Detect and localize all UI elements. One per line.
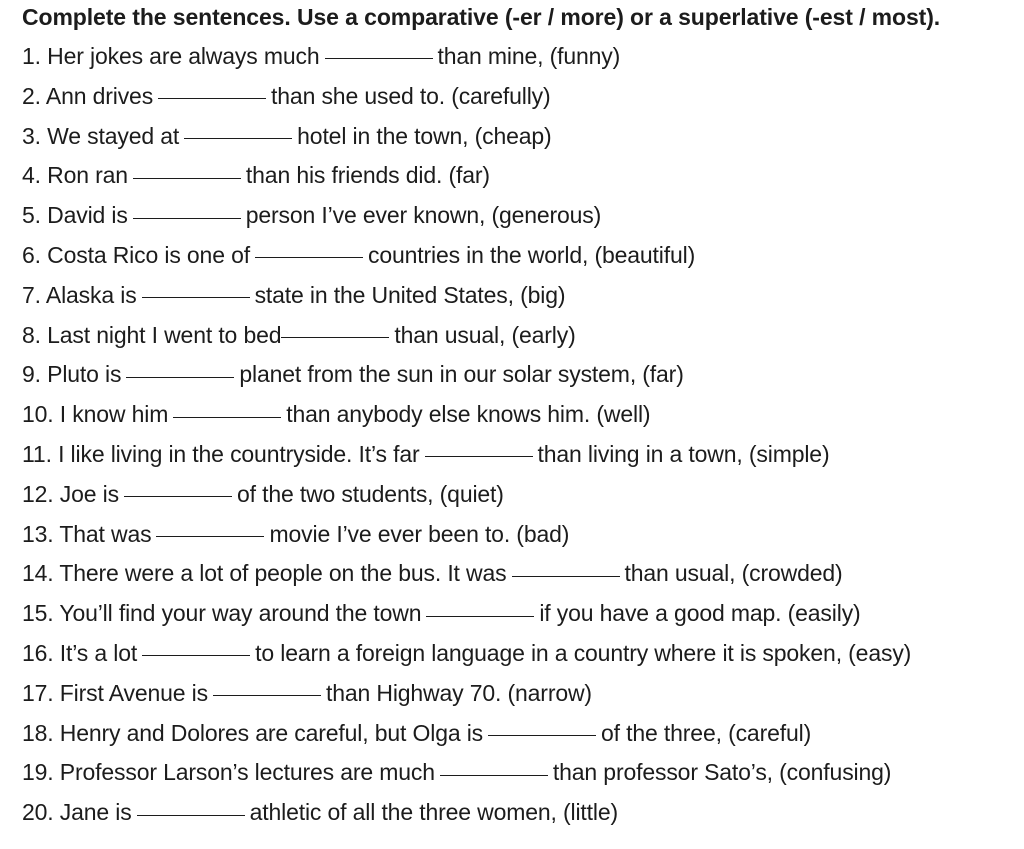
item-text-before: Jane is [59,799,132,826]
exercise-item-8 [22,315,1022,355]
answer-blank[interactable] [213,694,321,696]
item-text-before: It’s a lot [59,639,138,666]
answer-blank[interactable] [158,97,266,99]
item-text-after: state in the United States, (big) [254,281,566,308]
exercise-item-14 [22,553,1022,593]
answer-blank[interactable] [184,137,292,139]
item-number: 10. [22,401,54,428]
worksheet [22,0,1022,832]
item-text-before: Professor Larson’s lectures are much [59,759,435,786]
answer-blank[interactable] [440,774,548,776]
answer-blank[interactable] [426,615,534,617]
item-text-after: movie I’ve ever been to. (bad) [269,520,570,547]
exercise-item-11 [22,434,1022,474]
item-text-before: You’ll find your way around the town [59,600,422,627]
item-number: 8. [22,321,41,348]
item-number: 2. [22,82,41,109]
item-text-before: There were a lot of people on the bus. It was [59,560,507,587]
item-text-before: Costa Rico is one of [47,241,250,268]
item-number: 3. [22,122,41,149]
item-text-before: I know him [59,401,169,428]
item-text-before: Her jokes are always much [47,43,320,69]
item-number: 14. [22,560,54,587]
exercise-item-20 [22,792,1022,832]
item-text-after: than she used to. (carefully) [271,82,551,109]
item-text-after: planet from the sun in our solar system, (far) [239,361,684,388]
answer-blank[interactable] [156,535,264,537]
item-text-after: than his friends did. (far) [245,162,490,189]
item-text-before: Ron ran [47,162,128,189]
item-text-before: Joe is [59,480,119,507]
item-text-before: Henry and Dolores are careful, but Olga is [59,719,484,746]
item-number: 7. [22,281,41,308]
exercise-item-18 [22,713,1022,753]
item-text-after: if you have a good map. (easily) [539,600,861,627]
item-number: 18. [22,719,54,746]
answer-blank[interactable] [133,177,241,179]
item-number: 15. [22,600,54,627]
item-text-after: of the two students, (quiet) [236,480,504,507]
answer-blank[interactable] [512,575,620,577]
item-text-after: countries in the world, (beautiful) [367,241,696,268]
exercise-item-6 [22,235,1022,275]
exercise-item-16 [22,633,1022,673]
item-text-before: Ann drives [45,82,154,109]
answer-blank[interactable] [137,814,245,816]
exercise-item-10 [22,394,1022,434]
item-number: 11. [22,440,52,467]
exercise-item-5 [22,195,1022,235]
answer-blank[interactable] [142,654,250,656]
answer-blank[interactable] [173,416,281,418]
exercise-item-13 [22,514,1022,554]
item-text-before: First Avenue is [59,679,208,706]
answer-blank[interactable] [425,455,533,457]
item-text-after: than Highway 70. (narrow) [325,679,592,706]
item-text-after: person I’ve ever known, (generous) [245,202,602,229]
item-number: 17. [22,679,54,706]
item-text-after: than mine, (funny) [437,43,621,69]
item-text-after: to learn a foreign language in a country where it is spoken, (easy) [255,639,912,666]
exercise-item-12 [22,474,1022,514]
item-text-after: than professor Sato’s, (confusing) [552,759,892,786]
item-number: 20. [22,799,54,826]
item-number: 19. [22,759,54,786]
item-text-before: We stayed at [47,122,180,149]
item-number: 9. [22,361,41,388]
item-number: 4. [22,162,41,189]
exercise-item-7 [22,275,1022,315]
exercise-item-19 [22,752,1022,792]
exercise-item-17 [22,673,1022,713]
item-number: 5. [22,202,41,229]
item-number: 13. [22,520,54,547]
answer-blank[interactable] [142,296,250,298]
exercise-item-1 [22,36,1022,76]
exercise-item-2 [22,76,1022,116]
answer-blank[interactable] [133,217,241,219]
item-number: 12. [22,480,54,507]
item-text-before: Last night I went to bed [47,321,282,348]
item-text-after: than anybody else knows him. (well) [286,401,651,428]
exercise-item-4 [22,155,1022,195]
exercise-item-9 [22,354,1022,394]
answer-blank[interactable] [126,376,234,378]
answer-blank[interactable] [124,495,232,497]
item-text-before: Alaska is [45,281,137,308]
answer-blank[interactable] [281,336,389,338]
answer-blank[interactable] [488,734,596,736]
instruction-heading: Complete the sentences. Use a comparative (-er / more) or a superlative (-est / most). [22,4,941,30]
item-text-after: than usual, (crowded) [624,560,843,587]
item-text-before: David is [47,202,128,229]
item-text-before: That was [59,520,152,547]
exercise-list [22,36,1022,832]
item-text-before: Pluto is [47,361,122,388]
item-number: 16. [22,639,54,666]
item-number: 6. [22,241,41,268]
item-text-after: than living in a town, (simple) [537,440,830,467]
item-text-after: than usual, (early) [394,321,576,348]
item-text-after: hotel in the town, (cheap) [297,122,552,149]
exercise-item-15 [22,593,1022,633]
answer-blank[interactable] [255,256,363,258]
answer-blank[interactable] [325,57,433,59]
item-text-before: I like living in the countryside. It’s far [58,440,420,467]
item-text-after: of the three, (careful) [601,719,812,746]
item-number: 1. [22,43,41,69]
item-text-after: athletic of all the three women, (little) [249,799,619,826]
exercise-item-3 [22,116,1022,156]
